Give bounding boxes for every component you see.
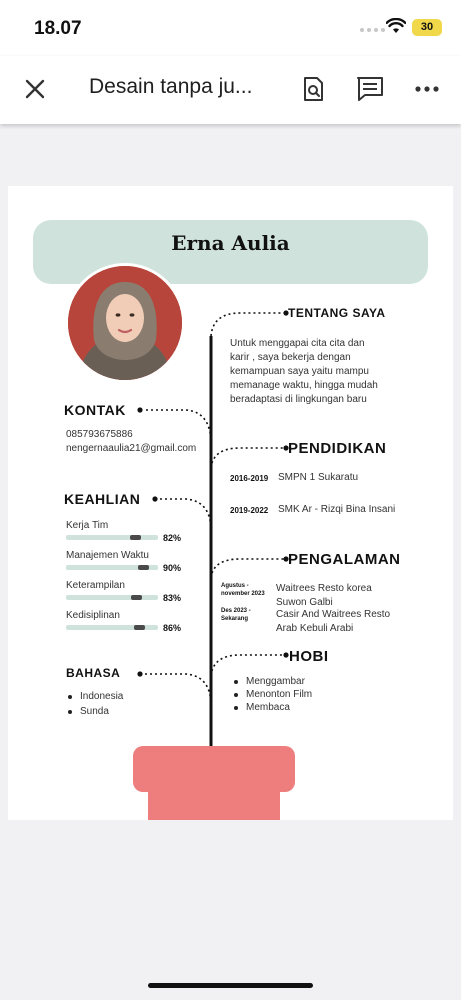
- status-time: 18.07: [34, 18, 82, 39]
- skill-bar: [66, 595, 158, 600]
- list-item: Indonesia: [68, 691, 123, 702]
- list-item: Membaca: [234, 702, 290, 713]
- more-options-icon[interactable]: [412, 74, 442, 104]
- app-bar: [0, 56, 461, 124]
- status-bar: [0, 0, 461, 56]
- skill-percent: 82%: [163, 533, 182, 543]
- education-school: SMK Ar - Rizqi Bina Insani: [278, 504, 396, 515]
- skill-bar: [66, 535, 158, 540]
- skill-label: Kerja Tim: [66, 520, 109, 531]
- home-indicator[interactable]: [148, 983, 313, 988]
- skill-bar-fill: [138, 565, 149, 570]
- list-item: Menonton Film: [234, 689, 312, 700]
- skills-heading: KEAHLIAN: [64, 491, 141, 507]
- signal-dots-icon: [360, 28, 385, 32]
- battery-icon: 30: [412, 19, 442, 36]
- experience-title: Casir And Waitrees Resto Arab Kebuli Arabi: [276, 609, 391, 634]
- skill-bar: [66, 625, 158, 630]
- skill-bar-fill: [131, 595, 142, 600]
- experience-date: Agustus - november 2023: [221, 583, 265, 597]
- wifi-icon: [386, 18, 406, 34]
- contact-heading: KONTAK: [64, 402, 126, 418]
- list-item: Menggambar: [234, 676, 305, 687]
- education-years: 2016-2019: [230, 474, 269, 483]
- languages-heading: BAHASA: [66, 666, 121, 680]
- experience-heading: PENGALAMAN: [288, 551, 401, 568]
- comment-icon[interactable]: [355, 74, 385, 104]
- contact-email: nengernaaulia21@gmail.com: [66, 443, 197, 454]
- skill-label: Manajemen Waktu: [66, 550, 149, 561]
- skill-percent: 86%: [163, 623, 182, 633]
- list-item: Sunda: [68, 706, 109, 717]
- skill-percent: 83%: [163, 593, 182, 603]
- education-school: SMPN 1 Sukaratu: [278, 472, 359, 483]
- hobbies-heading: HOBI: [289, 648, 329, 665]
- education-years: 2019-2022: [230, 506, 269, 515]
- document-title: Desain tanpa ju...: [89, 75, 253, 98]
- education-heading: PENDIDIKAN: [288, 440, 387, 457]
- person-name: Erna Aulia: [171, 231, 290, 255]
- contact-phone: 085793675886: [66, 429, 133, 440]
- skill-bar-fill: [134, 625, 145, 630]
- skill-percent: 90%: [163, 563, 182, 573]
- skill-bar-fill: [130, 535, 141, 540]
- about-text: Untuk menggapai cita cita dan karir , saya bekerja dengan kemampuan saya yaitu mampu memanage waktu, hingga mudah beradaptasi di lingkungan baru: [230, 338, 378, 405]
- document-page: [8, 186, 453, 820]
- about-heading: TENTANG SAYA: [288, 306, 386, 320]
- experience-date: Des 2023 - Sekarang: [221, 608, 251, 622]
- experience-title: Waitrees Resto korea Suwon Galbi: [276, 583, 372, 608]
- pot-rim: [133, 746, 295, 792]
- close-icon[interactable]: [22, 76, 48, 102]
- search-in-document-icon[interactable]: [298, 74, 328, 104]
- skill-label: Kedisiplinan: [66, 610, 120, 621]
- skill-bar: [66, 565, 158, 570]
- skill-label: Keterampilan: [66, 580, 125, 591]
